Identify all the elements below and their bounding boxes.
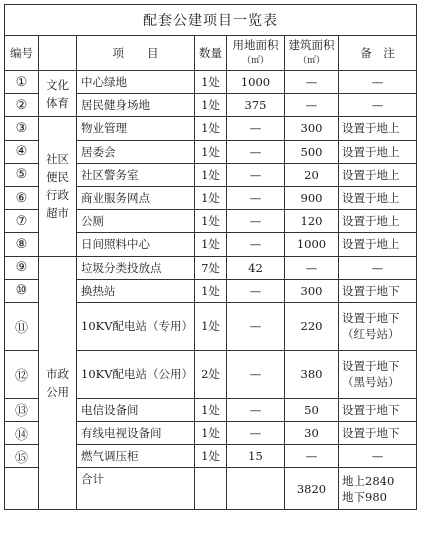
row-no: ⑭ <box>5 422 39 445</box>
row-qty: 1处 <box>195 398 227 421</box>
row-qty: 1处 <box>195 163 227 186</box>
row-qty: 1处 <box>195 445 227 468</box>
row-no: ⑩ <box>5 279 39 302</box>
header-item: 项 目 <box>77 36 195 71</box>
row-land: — <box>227 186 285 209</box>
header-category <box>39 36 77 71</box>
row-note: 设置于地上 <box>339 117 417 140</box>
row-no: ⑮ <box>5 445 39 468</box>
row-note: 设置于地下 （红号站） <box>339 302 417 350</box>
row-qty: 7处 <box>195 256 227 279</box>
row-note: 设置于地下 <box>339 279 417 302</box>
row-land: — <box>227 163 285 186</box>
row-no: ⑨ <box>5 256 39 279</box>
category-community: 社区便民行政超市 <box>39 117 77 256</box>
row-note: 设置于地上 <box>339 210 417 233</box>
row-build: 380 <box>285 350 339 398</box>
row-qty: 1处 <box>195 117 227 140</box>
total-note: 地上2840 地下980 <box>339 468 417 510</box>
header-no: 编号 <box>5 36 39 71</box>
row-qty: 1处 <box>195 71 227 94</box>
row-build: 20 <box>285 163 339 186</box>
row-item: 居委会 <box>77 140 195 163</box>
row-qty: 1处 <box>195 422 227 445</box>
category-culture: 文化体育 <box>39 71 77 117</box>
table-title: 配套公建项目一览表 <box>5 5 417 36</box>
row-land: — <box>227 233 285 256</box>
row-item: 社区警务室 <box>77 163 195 186</box>
header-qty: 数量 <box>195 36 227 71</box>
header-land-area: 用地面积 （㎡） <box>227 36 285 71</box>
row-qty: 1处 <box>195 94 227 117</box>
total-qty <box>195 468 227 510</box>
row-note: 设置于地下 <box>339 398 417 421</box>
row-qty: 1处 <box>195 186 227 209</box>
row-note: 设置于地上 <box>339 186 417 209</box>
row-land: 15 <box>227 445 285 468</box>
row-qty: 1处 <box>195 302 227 350</box>
row-item: 垃圾分类投放点 <box>77 256 195 279</box>
row-no: ⑦ <box>5 210 39 233</box>
header-row <box>5 36 417 71</box>
row-note: 设置于地下 （黑号站） <box>339 350 417 398</box>
row-build: 300 <box>285 279 339 302</box>
row-build: 1000 <box>285 233 339 256</box>
row-no: ② <box>5 94 39 117</box>
row-build: 300 <box>285 117 339 140</box>
row-no: ⑬ <box>5 398 39 421</box>
row-build: 900 <box>285 186 339 209</box>
table-row <box>5 256 417 279</box>
row-no: ③ <box>5 117 39 140</box>
row-land: 42 <box>227 256 285 279</box>
row-no: ⑧ <box>5 233 39 256</box>
row-item: 10KV配电站（公用） <box>77 350 195 398</box>
total-label: 合计 <box>77 468 195 510</box>
row-land: 375 <box>227 94 285 117</box>
row-land: — <box>227 302 285 350</box>
row-note: — <box>339 94 417 117</box>
row-note: — <box>339 256 417 279</box>
row-no: ⑥ <box>5 186 39 209</box>
row-land: — <box>227 422 285 445</box>
category-municipal: 市政公用 <box>39 256 77 510</box>
row-note: 设置于地下 <box>339 422 417 445</box>
row-item: 电信设备间 <box>77 398 195 421</box>
total-no <box>5 468 39 510</box>
row-land: — <box>227 117 285 140</box>
row-build: — <box>285 71 339 94</box>
row-no: ⑤ <box>5 163 39 186</box>
facility-table <box>4 4 417 510</box>
row-item: 燃气调压柜 <box>77 445 195 468</box>
row-note: 设置于地上 <box>339 163 417 186</box>
row-qty: 1处 <box>195 233 227 256</box>
row-no: ⑫ <box>5 350 39 398</box>
row-note: — <box>339 71 417 94</box>
row-qty: 1处 <box>195 210 227 233</box>
row-item: 10KV配电站（专用） <box>77 302 195 350</box>
total-build: 3820 <box>285 468 339 510</box>
row-no: ④ <box>5 140 39 163</box>
header-build-area: 建筑面积 （㎡） <box>285 36 339 71</box>
row-land: — <box>227 398 285 421</box>
row-build: 30 <box>285 422 339 445</box>
row-item: 公厕 <box>77 210 195 233</box>
row-item: 换热站 <box>77 279 195 302</box>
row-build: 120 <box>285 210 339 233</box>
row-qty: 1处 <box>195 279 227 302</box>
row-build: 50 <box>285 398 339 421</box>
header-note: 备 注 <box>339 36 417 71</box>
row-build: 500 <box>285 140 339 163</box>
row-build: — <box>285 94 339 117</box>
row-land: 1000 <box>227 71 285 94</box>
row-build: — <box>285 256 339 279</box>
row-item: 日间照料中心 <box>77 233 195 256</box>
row-no: ① <box>5 71 39 94</box>
row-item: 物业管理 <box>77 117 195 140</box>
row-qty: 2处 <box>195 350 227 398</box>
row-note: 设置于地上 <box>339 233 417 256</box>
row-land: — <box>227 350 285 398</box>
row-item: 有线电视设备间 <box>77 422 195 445</box>
row-item: 中心绿地 <box>77 71 195 94</box>
row-build: — <box>285 445 339 468</box>
table-row <box>5 117 417 140</box>
row-build: 220 <box>285 302 339 350</box>
row-item: 居民健身场地 <box>77 94 195 117</box>
row-land: — <box>227 140 285 163</box>
row-note: — <box>339 445 417 468</box>
row-note: 设置于地上 <box>339 140 417 163</box>
row-qty: 1处 <box>195 140 227 163</box>
row-no: ⑪ <box>5 302 39 350</box>
total-land <box>227 468 285 510</box>
row-land: — <box>227 279 285 302</box>
table-row <box>5 71 417 94</box>
facility-table-container <box>4 4 416 510</box>
row-land: — <box>227 210 285 233</box>
row-item: 商业服务网点 <box>77 186 195 209</box>
